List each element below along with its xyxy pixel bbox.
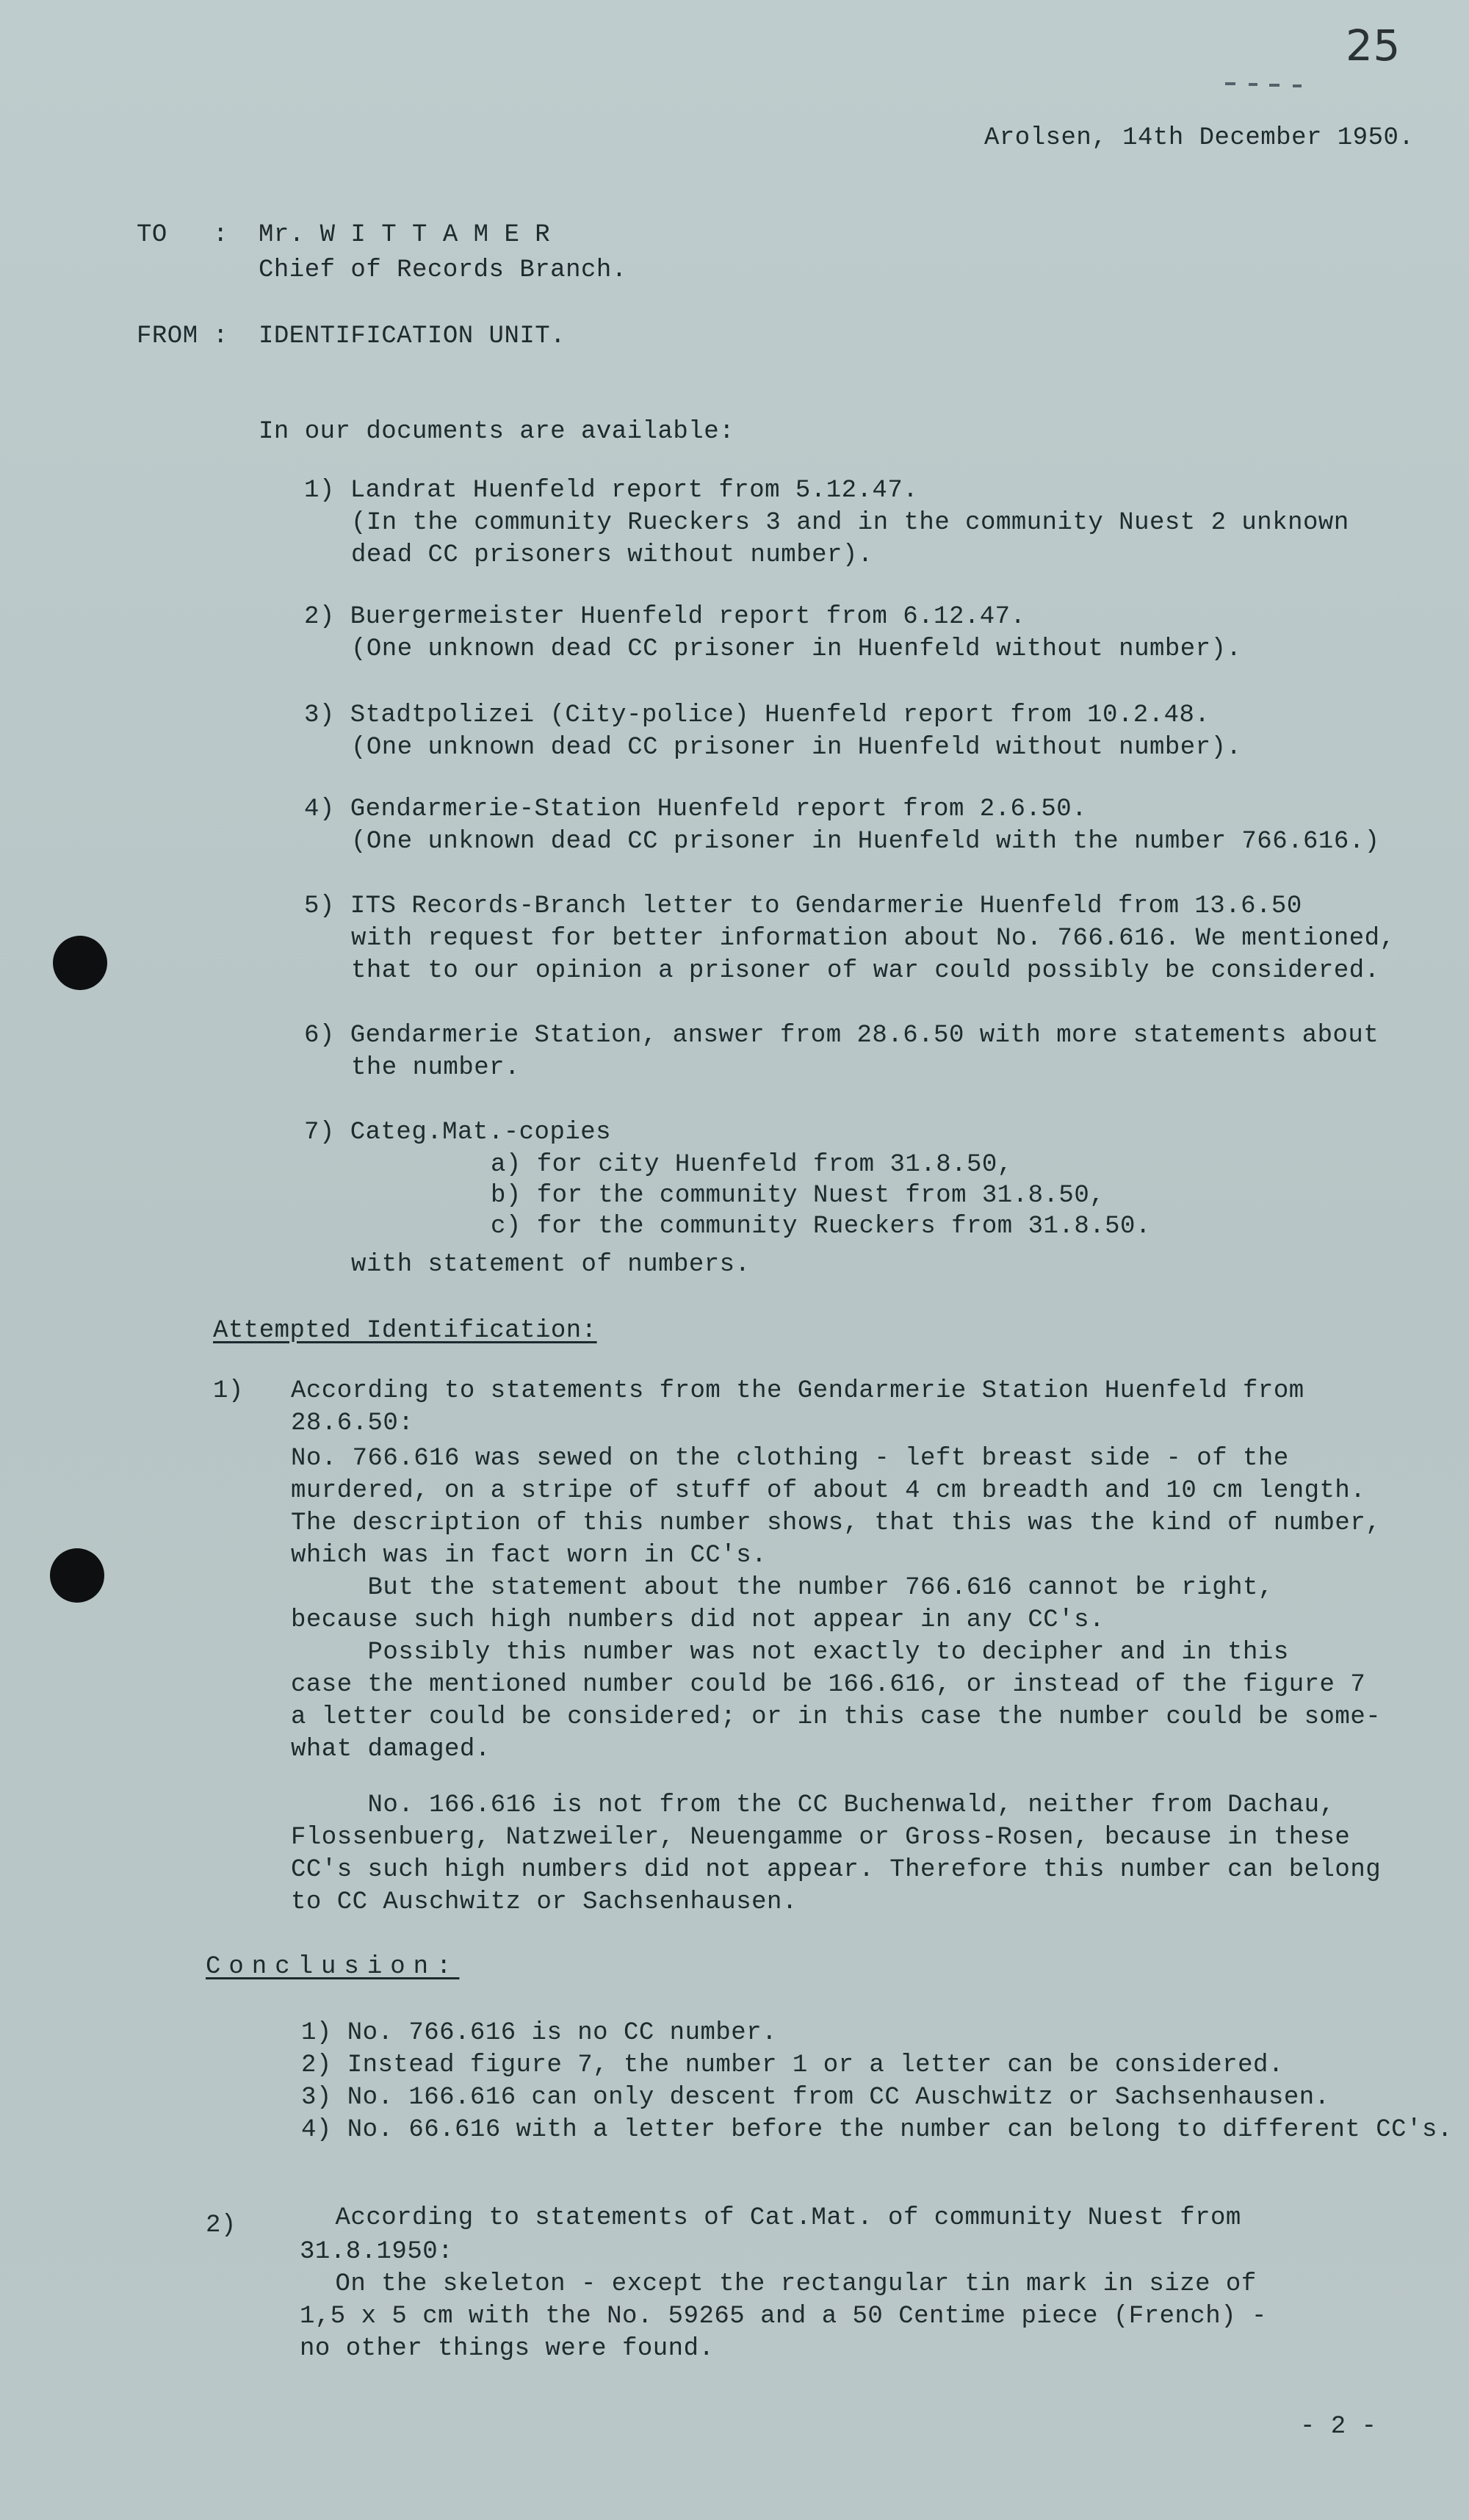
page-number: 25	[1346, 21, 1401, 71]
document-item-line: 3) Stadtpolizei (City-police) Huenfeld report from 10.2.48.	[304, 701, 1210, 729]
letter-date: Arolsen, 14th December 1950.	[984, 124, 1415, 152]
document-page: 25 Arolsen, 14th December 1950. TO : Mr. W I T T A M E R Chief of Records Branch. FROM : IDENTIFICATION UNIT. In our documents are available: 1) Landrat Huenfeld report from 5.12.47. (In the community Rueckers 3 and in the community Nuest 2 unknown dead CC prisoners without number). 2) Buergermeister Huenfeld report from 6.12.47. (One unknown dead CC prisoner in Huenfeld without number). 3) Stadtpolizei (City-police) Huenfeld report from 10.2.48. (One unknown dead CC prisoner in Huenfeld without number). 4) Gendarmerie-Station Huenfeld report from 2.6.50. (One unknown dead CC prisoner in Huenfeld with the number 766.616.) 5) ITS Records-Branch letter to Gendarmerie Huenfeld from 13.6.50 with request for better information about No. 766.616. We mentioned, that to our opinion a prisoner of war could possibly be considered. 6) Gendarmerie Station, answer from 28.6.50 with more statements about the number. 7) Categ.Mat.-copies a) for city Huenfeld from 31.8.50, b) for the community Nuest from 31.8.50, c) for the community Rueckers from 31.8.50. with statement of numbers. Attempted Identification: 1) According to statements from the Gendarmerie Station Huenfeld from 28.6.50: No. 766.616 was sewed on the clothing - left breast side - of the murdered, on a stripe of stuff of about 4 cm breadth and 10 cm length. The description of this number shows, that this was the kind of number, which was in fact worn in CC's. But the statement about the number 766.616 cannot be right, because such high numbers did not appear in any CC's. Possibly this number was not exactly to decipher and in this case the mentioned number could be 166.616, or instead of the figure 7 a letter could be considered; or in this case the number could be some- what damaged. No. 166.616 is not from the CC Buchenwald, neither from Dachau, Flossenbuerg, Natzweiler, Neuengamme or Gross-Rosen, because in these CC's such high numbers did not appear. Therefore this number can belong to CC Auschwitz or Sachsenhausen. Conclusion: 1) No. 766.616 is no CC number. 2) Instead figure 7, the number 1 or a letter can be considered. 3) No. 166.616 can only descent from CC Auschwitz or Sachsenhausen. 4) No. 66.616 with a letter before the number can belong to different CC's. 2) According to statements of Cat.Mat. of community Nuest from 31.8.1950: On the skeleton - except the rectangular tin mark in size of 1,5 x 5 cm with the No. 59265 and a 50 Centime piece (French) - no other things were found. - 2 -	[0, 0, 1469, 2520]
conclusion-item: 4) No. 66.616 with a letter before the number can belong to different CC's.	[301, 2116, 1453, 2144]
section-2-number: 2)	[206, 2212, 237, 2239]
copy-item: c) for the community Rueckers from 31.8.50.	[491, 1213, 1151, 1241]
document-item-line: with request for better information about No. 766.616. We mentioned,	[351, 925, 1396, 953]
intro-text: In our documents are available:	[259, 418, 735, 446]
document-item-line: 5) ITS Records-Branch letter to Gendarmerie Huenfeld from 13.6.50	[304, 892, 1302, 920]
document-item-line: 2) Buergermeister Huenfeld report from 6.12.47.	[304, 603, 1026, 631]
pencil-mark	[1249, 83, 1257, 86]
sender: IDENTIFICATION UNIT.	[259, 322, 566, 350]
conclusion-item: 2) Instead figure 7, the number 1 or a letter can be considered.	[301, 2051, 1284, 2079]
document-item-line: 6) Gendarmerie Station, answer from 28.6.50 with more statements about	[304, 1022, 1379, 1050]
copies-footer: with statement of numbers.	[351, 1251, 751, 1279]
copy-item: b) for the community Nuest from 31.8.50,	[491, 1182, 1105, 1210]
punch-hole	[50, 1548, 104, 1603]
conclusion-item: 1) No. 766.616 is no CC number.	[301, 2019, 778, 2047]
conclusion-item: 3) No. 166.616 can only descent from CC Auschwitz or Sachsenhausen.	[301, 2084, 1330, 2112]
recipient-title: Chief of Records Branch.	[259, 256, 627, 284]
conclusion-heading: Conclusion:	[206, 1953, 460, 1981]
document-item-line: (One unknown dead CC prisoner in Huenfeld with the number 766.616.)	[351, 828, 1380, 856]
pencil-mark	[1293, 84, 1302, 87]
document-item-line: 7) Categ.Mat.-copies	[304, 1119, 612, 1147]
document-item-line: 1) Landrat Huenfeld report from 5.12.47.	[304, 477, 919, 505]
section-1-number: 1)	[213, 1377, 244, 1405]
pencil-mark	[1225, 82, 1235, 85]
document-item-line: (One unknown dead CC prisoner in Huenfeld without number).	[351, 734, 1242, 762]
attempted-identification-heading: Attempted Identification:	[213, 1317, 597, 1345]
document-item-line: the number.	[351, 1054, 520, 1082]
pencil-mark	[1269, 84, 1279, 87]
punch-hole	[53, 936, 107, 990]
document-item-line: that to our opinion a prisoner of war could possibly be considered.	[351, 957, 1380, 985]
document-item-line: dead CC prisoners without number).	[351, 541, 873, 569]
document-item-line: (One unknown dead CC prisoner in Huenfeld without number).	[351, 635, 1242, 663]
recipient-name: Mr. W I T T A M E R	[259, 221, 551, 249]
to-label: TO	[137, 221, 167, 249]
from-label: FROM	[137, 322, 198, 350]
document-item-line: (In the community Rueckers 3 and in the community Nuest 2 unknown	[351, 509, 1349, 537]
continuation-page-marker: - 2 -	[1300, 2413, 1377, 2441]
copy-item: a) for city Huenfeld from 31.8.50,	[491, 1151, 1013, 1179]
document-item-line: 4) Gendarmerie-Station Huenfeld report from 2.6.50.	[304, 795, 1088, 823]
